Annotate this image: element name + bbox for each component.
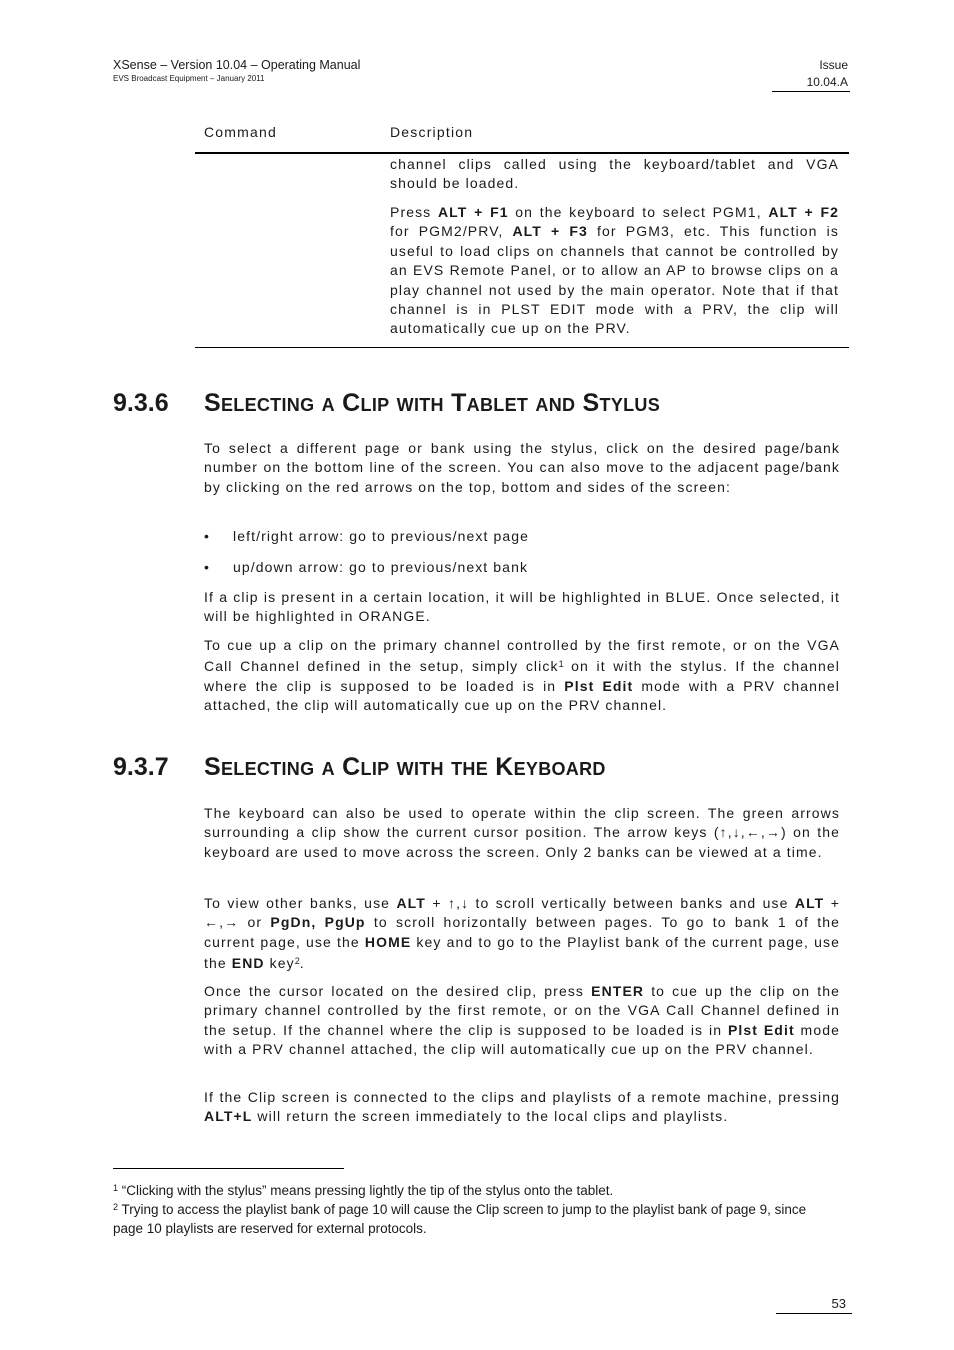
section-936-title: Selecting a Clip with Tablet and Stylus — [204, 389, 661, 417]
section-936-paragraph-1: To select a different page or bank using the stylus, click on the desired page/bank number on the bottom line of the screen. You can also move to the adjacent page/bank by clicking on the red arrows on the top, bottom and sides of the screen: — [204, 440, 840, 495]
footnote-ref-2: 2 — [294, 956, 300, 967]
list-item: • left/right arrow: go to previous/next page — [204, 528, 530, 544]
section-937-number: 9.3.7 — [113, 753, 169, 781]
section-937-paragraph-1: The keyboard can also be used to operate within the clip screen. The green arrows surrounding a clip show the current cursor position. The arrow keys (↑,↓,←,→) on the keyboard are used to move across the screen. Only 2 banks can be viewed at a time. — [204, 805, 840, 860]
table-bottom-rule — [195, 347, 849, 348]
section-936-paragraph-2: If a clip is present in a certain location, it will be highlighted in BLUE. Once selected, it will be highlighted in ORANGE. — [204, 589, 840, 625]
bullet-icon: • — [204, 559, 211, 575]
section-937-paragraph-2: To view other banks, use ALT + ↑,↓ to scroll vertically between banks and use ALT + ←,→ or PgDn, PgUp to scroll horizontally between pages. To go to bank 1 of the current page, use the HOME key and to go to the Playlist bank of the current page, use the END key$^2$. — [204, 895, 841, 972]
section-937-title: Selecting a Clip with the Keyboard — [204, 753, 606, 781]
table-header-rule — [195, 152, 849, 154]
list-item: • up/down arrow: go to previous/next bank — [204, 559, 529, 575]
table-description-paragraph-2: Press ALT + F1 on the keyboard to select PGM1, ALT + F2 for PGM2/PRV, ALT + F3 for PGM3, etc. This function is useful to load clips on channels that cannot be controlled by an EVS Remote Panel, or to allow an AP to browse clips on a play channel not used by the main operator. Note that if that channel is in PLST EDIT mode with a PRV, the clip will automatically cue up on the PRV. — [390, 204, 839, 337]
header-issue-number: 10.04.A — [806, 75, 848, 89]
header-issue-label: Issue — [819, 58, 848, 72]
section-936-paragraph-3: To cue up a clip on the primary channel controlled by the first remote, or on the VGA Call Channel defined in the setup, simply click$^1$ on it with the stylus. If the channel where the clip is supposed to be loaded is in Plst Edit mode with a PRV channel attached, the clip will automatically cue up on the PRV channel. — [204, 637, 841, 714]
table-header-description: Description — [390, 124, 474, 140]
table-description-paragraph-1: channel clips called using the keyboard/tablet and VGA should be loaded. — [390, 156, 839, 192]
header-subtitle: EVS Broadcast Equipment – January 2011 — [113, 74, 265, 83]
footnote-ref-1: 1 — [558, 659, 564, 670]
footnote-2: $^2$ Trying to access the playlist bank of page 10 will cause the Clip screen to jump to the playlist bank of page 9, since page 10 playlists are reserved for external protocols. — [113, 1202, 807, 1236]
section-936-number: 9.3.6 — [113, 389, 169, 417]
footnote-rule — [113, 1168, 344, 1169]
footnote-1: $^1$ “Clicking with the stylus” means pressing lightly the tip of the stylus onto the tablet. — [113, 1183, 614, 1198]
table-header-command: Command — [204, 124, 277, 140]
section-937-paragraph-3: Once the cursor located on the desired clip, press ENTER to cue up the clip on the primary channel controlled by the first remote, or on the VGA Call Channel defined in the setup. If the channel where the clip is supposed to be loaded is in Plst Edit mode with a PRV channel attached, the clip will automatically cue up on the PRV channel. — [204, 983, 841, 1058]
page-number: 53 — [831, 1296, 846, 1311]
section-937-paragraph-4: If the Clip screen is connected to the clips and playlists of a remote machine, pressing ALT+L will return the screen immediately to the local clips and playlists. — [204, 1089, 840, 1125]
header-rule — [772, 91, 850, 92]
page-number-rule — [776, 1313, 852, 1314]
header-title: XSense – Version 10.04 – Operating Manual — [113, 58, 361, 72]
bullet-icon: • — [204, 528, 211, 544]
